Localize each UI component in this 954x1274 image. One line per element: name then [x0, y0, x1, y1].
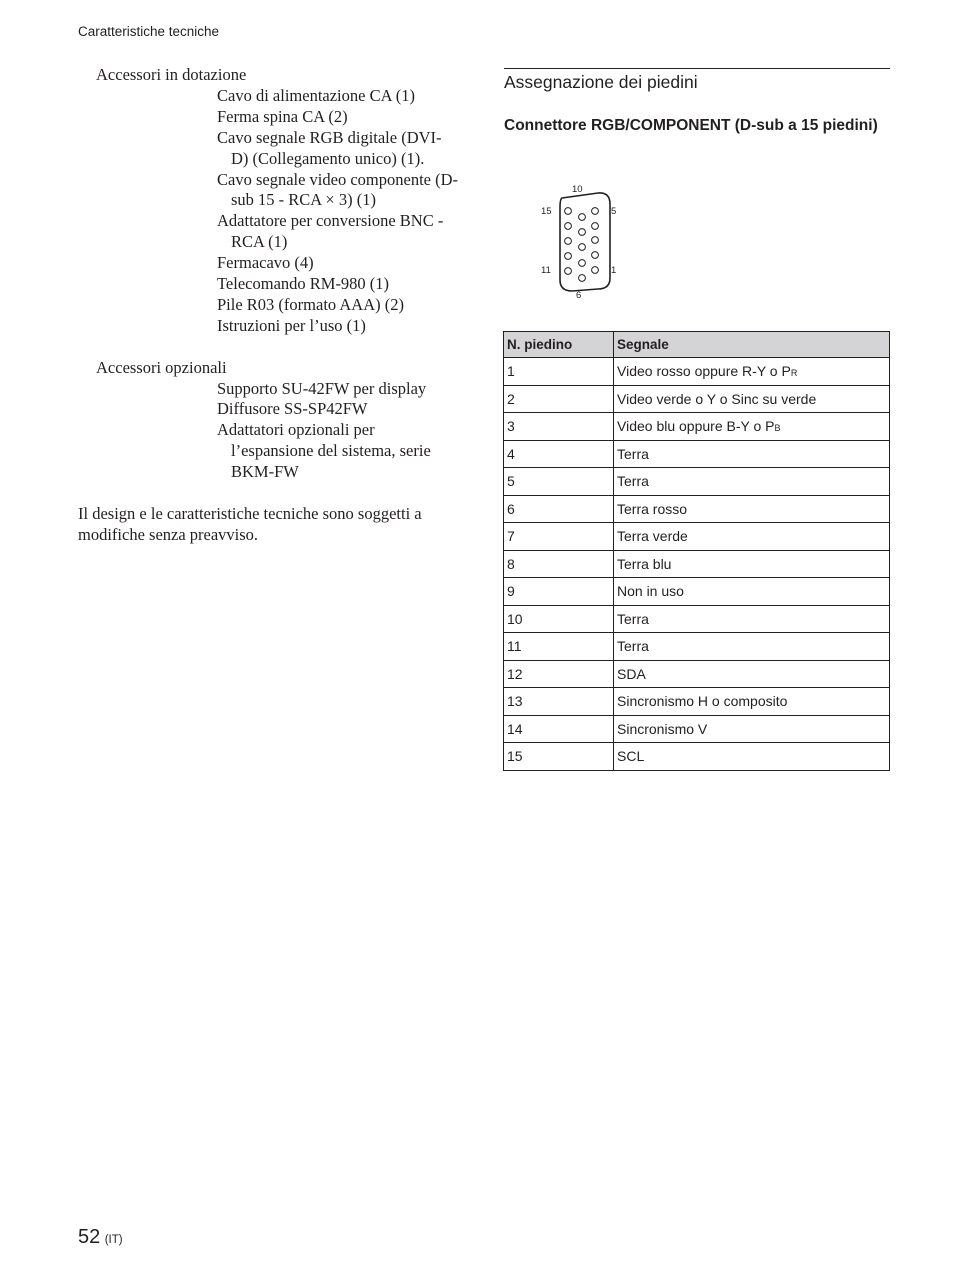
signal-cell	[614, 578, 890, 606]
list-item: Cavo segnale RGB digitale (DVI-D) (Collegamento unico) (1).	[217, 127, 442, 168]
pin-number-cell: 3	[504, 413, 614, 441]
list-item: Fermacavo (4)	[217, 253, 314, 273]
signal-text: SCL	[617, 748, 645, 765]
signal-text: Video verde o Y o Sinc su verde	[617, 390, 817, 407]
section-title: Assegnazione dei piedini	[504, 72, 698, 92]
signal-text: SDA	[617, 665, 646, 682]
pin-number-cell: 15	[504, 743, 614, 771]
supplied-accessories-list	[78, 86, 458, 337]
signal-cell	[614, 743, 890, 771]
signal-text: Terra rosso	[617, 500, 688, 517]
signal-cell	[614, 440, 890, 468]
table-row	[504, 688, 890, 716]
language-code: (IT)	[104, 1234, 123, 1246]
table-row	[504, 385, 890, 413]
table-row	[504, 660, 890, 688]
signal-text: Video rosso oppure R-Y o P	[617, 363, 791, 380]
signal-subscript: R	[790, 368, 798, 379]
supplied-accessories-title: Accessori in dotazione	[96, 65, 247, 84]
pin-assignment-table	[503, 331, 890, 771]
pin-label-15: 15	[541, 206, 552, 217]
pin-number-cell: 1	[504, 358, 614, 386]
signal-cell	[614, 605, 890, 633]
page-footer	[78, 1226, 123, 1249]
pin-number-cell: 7	[504, 523, 614, 551]
pin-number-cell: 6	[504, 495, 614, 523]
signal-subscript: B	[774, 423, 781, 434]
table-row	[504, 605, 890, 633]
pin-number-cell: 11	[504, 633, 614, 661]
connector-title: Connettore RGB/COMPONENT (D-sub a 15 piedini)	[504, 117, 878, 134]
table-row	[504, 743, 890, 771]
pin-number-cell: 12	[504, 660, 614, 688]
signal-text: Non in uso	[617, 583, 684, 600]
table-row	[504, 413, 890, 441]
signal-text: Sincronismo H o composito	[617, 693, 788, 710]
pin-assignment-section	[504, 68, 890, 136]
list-item: Diffusore SS-SP42FW	[217, 399, 368, 419]
running-header: Caratteristiche tecniche	[78, 24, 220, 39]
table-row	[504, 523, 890, 551]
list-item: Adattatori opzionali per l’espansione del sistema, serie BKM-FW	[217, 420, 431, 482]
list-item: Telecomando RM-980 (1)	[217, 274, 390, 294]
list-item: Cavo di alimentazione CA (1)	[217, 85, 415, 105]
signal-cell	[614, 688, 890, 716]
pin-label-10: 10	[572, 184, 583, 195]
table-header-row	[504, 332, 890, 358]
page-number: 52	[78, 1226, 101, 1248]
disclaimer-note: Il design e le caratteristiche tecniche sono soggetti a modifiche senza preavviso.	[78, 504, 422, 544]
signal-cell	[614, 523, 890, 551]
list-item: Adattatore per conversione BNC - RCA (1)	[217, 211, 444, 252]
table-row	[504, 715, 890, 743]
list-item: Ferma spina CA (2)	[217, 106, 348, 126]
table-row	[504, 440, 890, 468]
signal-cell	[614, 468, 890, 496]
signal-cell	[614, 385, 890, 413]
dsub-15-connector-diagram	[536, 180, 626, 300]
signal-cell	[614, 715, 890, 743]
signal-cell	[614, 495, 890, 523]
accessories-column	[78, 65, 458, 546]
pin-label-6: 6	[576, 290, 582, 300]
signal-cell	[614, 633, 890, 661]
column-header-signal: Segnale	[614, 332, 890, 358]
table-row	[504, 358, 890, 386]
pin-label-5: 5	[611, 206, 617, 217]
pin-number-cell: 5	[504, 468, 614, 496]
optional-accessories-title: Accessori opzionali	[96, 357, 227, 377]
pin-number-cell: 14	[504, 715, 614, 743]
signal-cell	[614, 660, 890, 688]
list-item: Cavo segnale video componente (D-sub 15 - RCA × 3) (1)	[217, 169, 459, 210]
signal-text: Video blu oppure B-Y o P	[617, 418, 775, 435]
pin-number-cell: 10	[504, 605, 614, 633]
list-item: Istruzioni per l’uso (1)	[217, 315, 366, 335]
signal-text: Terra blu	[617, 555, 672, 572]
signal-text: Terra verde	[617, 528, 688, 545]
signal-text: Terra	[617, 610, 649, 627]
table-row	[504, 550, 890, 578]
column-header-pin: N. piedino	[504, 332, 614, 358]
pin-label-11: 11	[541, 265, 551, 276]
pin-number-cell: 4	[504, 440, 614, 468]
table-row	[504, 578, 890, 606]
pin-number-cell: 13	[504, 688, 614, 716]
pin-number-cell: 9	[504, 578, 614, 606]
signal-text: Terra	[617, 445, 649, 462]
signal-text: Terra	[617, 638, 649, 655]
signal-cell	[614, 358, 890, 386]
pin-label-1: 1	[611, 265, 617, 276]
optional-accessories-list	[78, 379, 458, 484]
table-row	[504, 468, 890, 496]
section-rule	[504, 68, 890, 69]
signal-text: Sincronismo V	[617, 720, 708, 737]
list-item: Supporto SU-42FW per display	[217, 378, 427, 398]
signal-cell	[614, 550, 890, 578]
list-item: Pile R03 (formato AAA) (2)	[217, 294, 404, 314]
pin-number-cell: 2	[504, 385, 614, 413]
signal-text: Terra	[617, 473, 649, 490]
table-row	[504, 495, 890, 523]
signal-cell	[614, 413, 890, 441]
table-row	[504, 633, 890, 661]
pin-number-cell: 8	[504, 550, 614, 578]
